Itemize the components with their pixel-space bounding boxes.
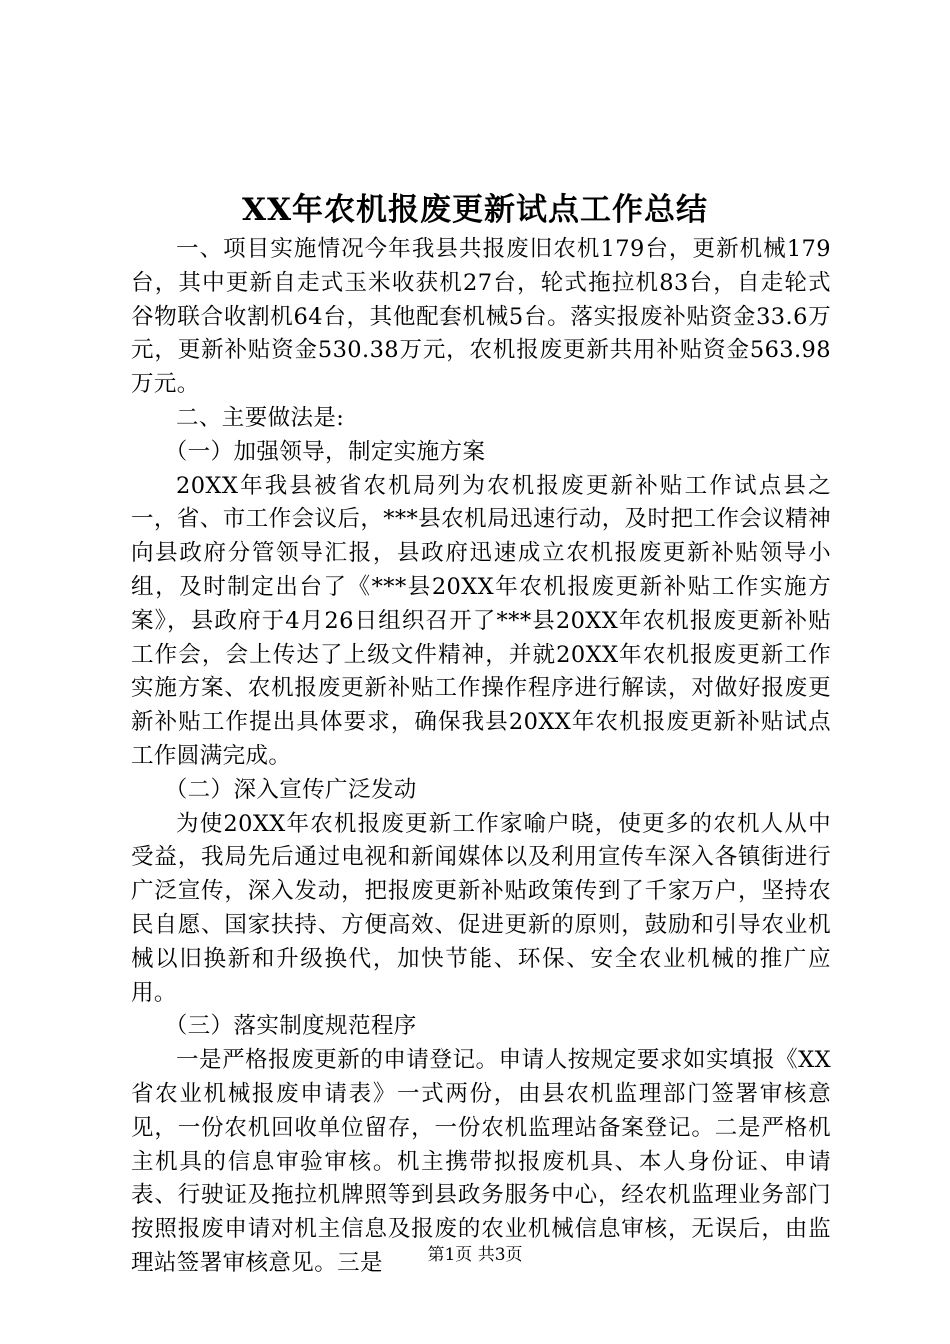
paragraph-main-methods-heading: 二、主要做法是: (176, 404, 345, 431)
paragraph-publicity: 为使20XX年农机报废更新工作家喻户晓，使更多的农机人从中受益，我局先后通过电视和新闻媒体以及利用宣传车深入各镇街进行广泛宣传，深入发动，把报废更新补贴政策传到了千家万户，坚持农民自愿、国家扶持、方便高效、促进更新的原则，鼓励和引导农业机械以旧换新和升级换代，加快节能、环保、安全农业机械的推广应用。 (131, 810, 831, 1006)
document-body (131, 233, 831, 1281)
page-number-footer: 第1页 共3页 (427, 1245, 523, 1265)
section-heading-publicity: （二）深入宣传广泛发动 (164, 776, 417, 803)
section-heading-procedures: （三）落实制度规范程序 (164, 1013, 417, 1040)
document-title: XX年农机报废更新试点工作总结 (241, 192, 709, 228)
paragraph-project-status: 一、项目实施情况今年我县共报废旧农机179台，更新机械179台，其中更新自走式玉米收获机27台，轮式拖拉机83台，自走轮式谷物联合收割机64台，其他配套机械5台。落实报废补贴资金33.6万元，更新补贴资金530.38万元，农机报废更新共用补贴资金563.98万元。 (131, 236, 831, 398)
paragraph-procedures: 一是严格报废更新的申请登记。申请人按规定要求如实填报《XX省农业机械报废申请表》一式两份，由县农机监理部门签署审核意见，一份农机回收单位留存，一份农机监理站备案登记。二是严格机主机具的信息审验审核。机主携带拟报废机具、本人身份证、申请表、行驶证及拖拉机牌照等到县政务服务中心，经农机监理业务部门按照报废申请对机主信息及报废的农业机械信息审核，无误后，由监理站签署审核意见。三是 (131, 1047, 831, 1276)
section-heading-leadership: （一）加强领导，制定实施方案 (164, 438, 486, 465)
paragraph-leadership: 20XX年我县被省农机局列为农机报废更新补贴工作试点县之一，省、市工作会议后，***县农机局迅速行动，及时把工作会议精神向县政府分管领导汇报，县政府迅速成立农机报废更新补贴领导小组，及时制定出台了《***县20XX年农机报废更新补贴工作实施方案》，县政府于4月26日组织召开了***县20XX年农机报废更新补贴工作会，会上传达了上级文件精神，并就20XX年农机报废更新工作实施方案、农机报废更新补贴工作操作程序进行解读，对做好报废更新补贴工作提出具体要求，确保我县20XX年农机报废更新补贴试点工作圆满完成。 (131, 472, 831, 769)
